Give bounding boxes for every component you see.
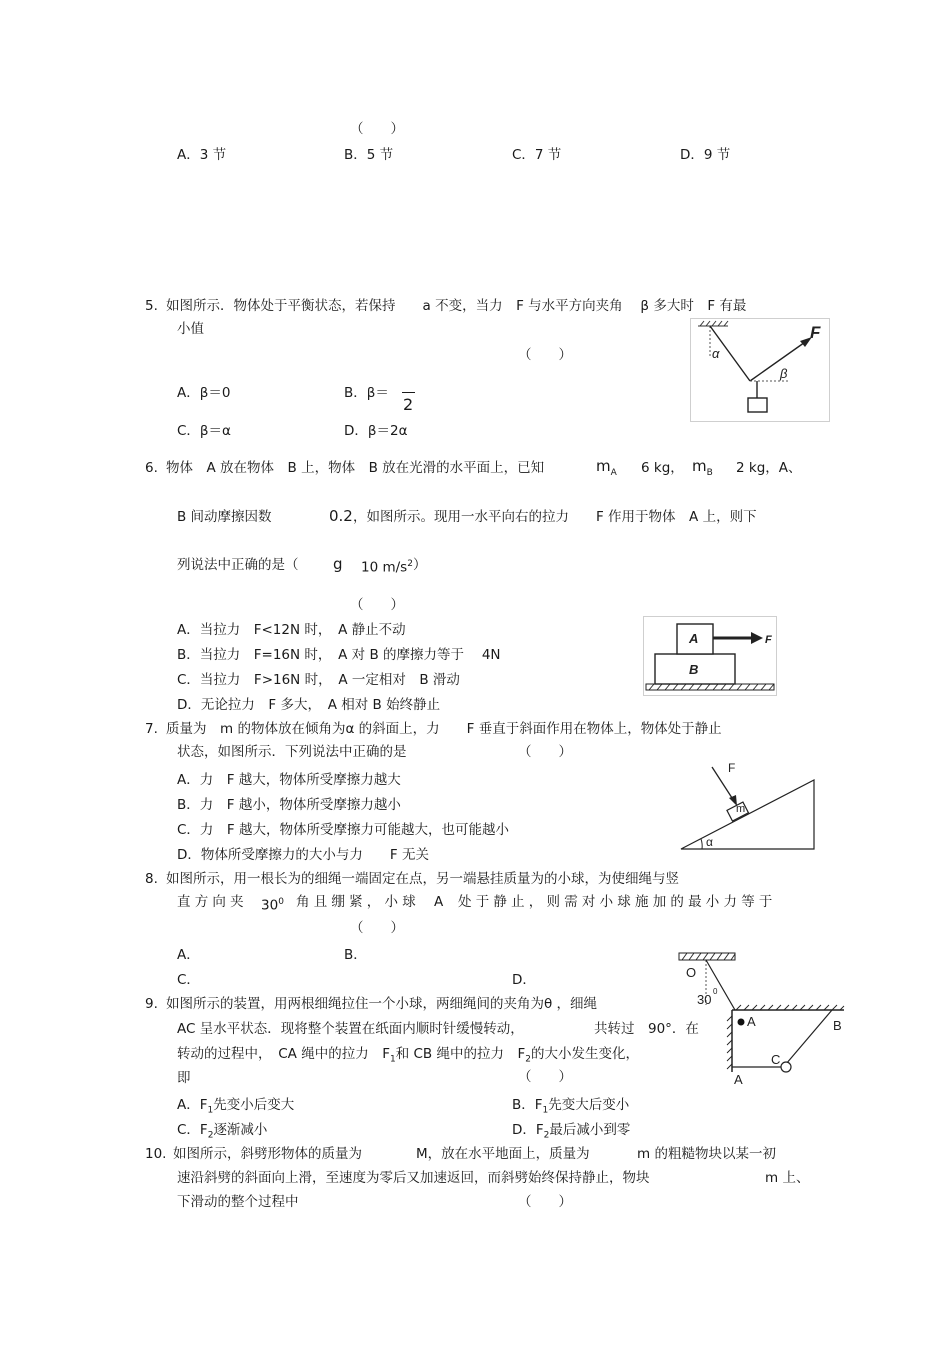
q9-stem-line4: 即 xyxy=(177,1070,191,1086)
q6-friction-coefficient: 0.2 xyxy=(329,507,353,525)
q6-gravity-value-sup: 2 xyxy=(407,559,413,569)
q7-figure xyxy=(676,758,821,854)
q6-mass-a-subscript: A xyxy=(610,468,617,478)
q8-fig-angle-degree: 0 xyxy=(713,987,718,996)
q5-option-a: A．β＝0 xyxy=(177,385,231,401)
q6-stem-line3b: ） xyxy=(413,557,427,573)
q10-stem-line1a: 如图所示，斜劈形物体的质量为 xyxy=(173,1146,362,1162)
q9-option-d-prefix: D．F xyxy=(512,1122,544,1138)
q8-stem-ball-label: A xyxy=(434,894,444,910)
q9-option-a-sub: 1 xyxy=(207,1105,214,1116)
q5-option-d: D．β＝2α xyxy=(344,423,408,439)
q9-option-a-text: 先变小后变大 xyxy=(213,1097,295,1113)
q5-fig-force-label: F xyxy=(810,323,821,342)
prev-answer-paren: （ ） xyxy=(350,121,404,137)
q9-stem-line3-part3: 的大小发生变化， xyxy=(530,1046,639,1062)
q5-option-b-denominator: 2 xyxy=(403,395,414,414)
q5-figure xyxy=(690,318,830,422)
q7-stem-line1: 质量为 m 的物体放在倾角为α 的斜面上，力 F 垂直于斜面作用在物体上，物体处于静止 xyxy=(166,721,722,737)
q5-answer-paren: （ ） xyxy=(518,347,572,363)
q9-fig-label-a-bottom: A xyxy=(734,1072,743,1087)
q5-stem-line2: 小值 xyxy=(177,321,204,337)
q7-option-b: B．力 F 越小，物体所受摩擦力越小 xyxy=(177,797,401,813)
q8-answer-paren: （ ） xyxy=(350,920,404,936)
q9-stem-line3-part2: 和 CB 绳中的拉力 F xyxy=(395,1046,526,1062)
q5-option-b-fraction-bar xyxy=(402,392,415,393)
q5-option-b: B．β＝ xyxy=(344,385,389,401)
q9-option-d-sub: 2 xyxy=(543,1130,550,1141)
q7-number: 7. xyxy=(145,721,158,737)
q6-stem-line2a: B 间动摩擦因数 xyxy=(177,509,272,525)
q9-stem-line2a: AC 呈水平状态．现将整个装置在纸面内顺时针缓慢转动， xyxy=(177,1021,524,1037)
q9-option-d-text: 最后减小到零 xyxy=(549,1122,631,1138)
q6-option-c: C．当拉力 F>16N 时， A 一定相对 B 滑动 xyxy=(177,672,460,688)
q6-mass-a-symbol: m xyxy=(596,457,611,475)
q7-stem-line2: 状态，如图所示．下列说法中正确的是 xyxy=(177,744,407,760)
q9-stem-line2b: 共转过 90°．在 xyxy=(594,1021,699,1037)
q8-number: 8. xyxy=(145,871,158,887)
prev-option-b: B．5 节 xyxy=(344,147,394,163)
q5-number: 5. xyxy=(145,298,158,314)
q6-gravity-value xyxy=(361,556,413,576)
q8-fig-pivot-label: O xyxy=(686,965,697,980)
q7-fig-force-label: F xyxy=(728,761,736,775)
q6-mass-b-value: 2 kg，A、 xyxy=(736,460,802,476)
q6-mass-a-value: 6 kg， xyxy=(641,460,684,476)
q9-fig-label-b: B xyxy=(833,1018,842,1033)
q8-option-a: A． xyxy=(177,947,200,963)
q6-stem-line3a: 列说法中正确的是（ xyxy=(177,557,299,573)
q9-stem-line3-sub1: 1 xyxy=(389,1054,396,1065)
q8-stem-line2b: 角且绷紧，小球 xyxy=(296,894,420,910)
q8-stem-line2d: 处于静止，则需对小球施加的最小力等于 xyxy=(458,894,777,910)
q9-stem-line3 xyxy=(177,1046,639,1068)
q8-angle-value xyxy=(261,894,284,914)
q9-figure xyxy=(724,1004,850,1090)
q10-stem-line3: 下滑动的整个过程中 xyxy=(177,1194,299,1210)
q8-stem-line1: 如图所示，用一根长为的细绳一端固定在点，另一端悬挂质量为的小球，为使细绳与竖 xyxy=(166,871,679,887)
q9-option-b xyxy=(512,1097,629,1119)
q9-stem-line3-sub2: 2 xyxy=(525,1054,531,1065)
q6-gravity-value-text: 10 m/s xyxy=(361,559,408,576)
q9-option-c-sub: 2 xyxy=(207,1130,214,1141)
q6-mass-b xyxy=(692,458,713,481)
q7-option-c: C．力 F 越大，物体所受摩擦力可能越大，也可能越小 xyxy=(177,822,509,838)
q8-angle-degree: 0 xyxy=(278,897,284,907)
q9-option-c-prefix: C．F xyxy=(177,1122,208,1138)
q9-option-b-prefix: B．F xyxy=(512,1097,543,1113)
q9-fig-label-c: C xyxy=(771,1052,781,1067)
q9-fig-label-a-top: A xyxy=(747,1014,756,1029)
q6-mass-a xyxy=(596,458,617,481)
q9-option-d xyxy=(512,1122,630,1144)
q6-mass-b-symbol: m xyxy=(692,457,707,475)
q9-option-a-prefix: A．F xyxy=(177,1097,208,1113)
q7-fig-alpha-label: α xyxy=(706,835,713,849)
q10-stem-line2a: 速沿斜劈的斜面向上滑，至速度为零后又加速返回，而斜劈始终保持静止，物块 xyxy=(177,1170,650,1186)
q9-answer-paren: （ ） xyxy=(518,1069,572,1085)
q6-fig-block-b-label: B xyxy=(689,662,699,677)
q10-number: 10. xyxy=(145,1146,167,1162)
prev-option-c: C．7 节 xyxy=(512,147,562,163)
q7-option-a: A．力 F 越大，物体所受摩擦力越大 xyxy=(177,772,401,788)
prev-option-d: D．9 节 xyxy=(680,147,731,163)
prev-option-a: A．3 节 xyxy=(177,147,227,163)
q9-option-c xyxy=(177,1122,267,1144)
q6-gravity-symbol: g xyxy=(333,555,343,573)
q8-option-c: C． xyxy=(177,972,200,988)
q9-stem-line1: 如图所示的装置，用两根细绳拉住一个小球，两细绳间的夹角为θ ，细绳 xyxy=(166,996,598,1012)
q9-stem-line3-part1: 转动的过程中， CA 绳中的拉力 F xyxy=(177,1046,390,1062)
q6-stem-line2b: ，如图所示。现用一水平向右的拉力 F 作用于物体 A 上，则下 xyxy=(353,509,757,525)
q6-fig-block-a-label: A xyxy=(689,631,699,646)
q6-answer-paren: （ ） xyxy=(350,597,404,613)
q5-stem-line1: 如图所示．物体处于平衡状态，若保持 a 不变，当力 F 与水平方向夹角 β 多大时 F 有最 xyxy=(166,298,747,314)
q6-stem-line1: 物体 A 放在物体 B 上，物体 B 放在光滑的水平面上，已知 xyxy=(166,460,545,476)
q7-answer-paren: （ ） xyxy=(518,744,572,760)
q9-option-b-sub: 1 xyxy=(542,1105,549,1116)
q8-stem-line2a: 直方向夹 xyxy=(177,894,248,910)
q8-figure xyxy=(676,950,756,1010)
q7-fig-mass-label: m xyxy=(736,803,746,815)
q9-option-c-text: 逐渐减小 xyxy=(213,1122,268,1138)
q6-option-b: B．当拉力 F=16N 时， A 对 B 的摩擦力等于 4N xyxy=(177,647,501,663)
q10-stem-line1b: M，放在水平地面上，质量为 xyxy=(416,1146,590,1162)
q8-angle-number: 30 xyxy=(261,897,279,914)
q8-option-d: D． xyxy=(512,972,536,988)
q10-stem-line1c: m 的粗糙物块以某一初 xyxy=(637,1146,776,1162)
q8-fig-angle-label: 30 xyxy=(697,992,712,1007)
q10-stem-line2b: m 上、 xyxy=(765,1170,810,1186)
q6-option-a: A．当拉力 F<12N 时， A 静止不动 xyxy=(177,622,406,638)
q8-option-b: B． xyxy=(344,947,367,963)
q6-mass-b-subscript: B xyxy=(706,468,713,478)
q6-option-d: D．无论拉力 F 多大， A 相对 B 始终静止 xyxy=(177,697,441,713)
q7-option-d: D．物体所受摩擦力的大小与力 F 无关 xyxy=(177,847,429,863)
q9-option-a xyxy=(177,1097,294,1119)
q9-option-b-text: 先变大后变小 xyxy=(548,1097,630,1113)
q6-fig-force-label: F xyxy=(765,634,772,646)
q6-number: 6. xyxy=(145,460,158,476)
q9-number: 9. xyxy=(145,996,158,1012)
q5-fig-beta-label: β xyxy=(780,366,788,381)
q5-option-c: C．β＝α xyxy=(177,423,231,439)
q6-figure xyxy=(643,616,777,696)
q10-answer-paren: （ ） xyxy=(518,1194,572,1210)
q5-fig-alpha-label: α xyxy=(712,346,720,361)
